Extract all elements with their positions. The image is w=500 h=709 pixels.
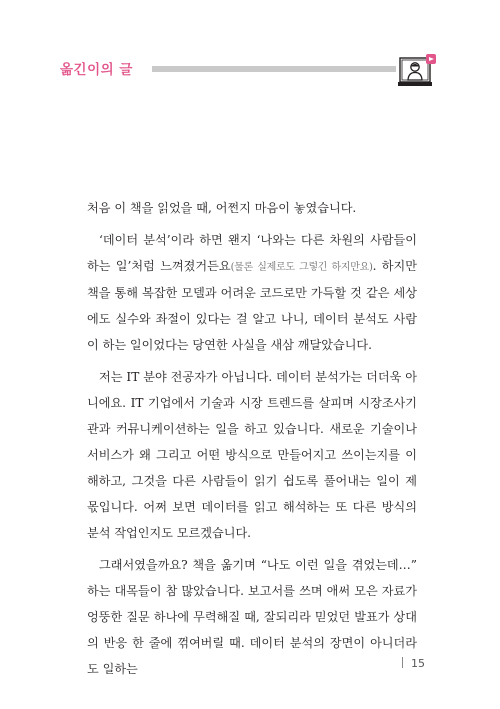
section-title: 옮긴이의 글 [60,62,133,78]
paragraph: 그래서였을까요? 책을 옮기며 “나도 이런 일을 겪었는데…” 하는 대목들이 참 많았습니다. 보고서를 쓰며 애써 모은 자료가 엉뚱한 질문 하나에 무력해질 때, 잘되리라 믿었던 발표가 상대의 반응 한 줄에 꺾여버릴 때. 데이터 분석의 장면이 아니더라도 일하는 [87,558,417,676]
parenthetical-note: (물론 실제로도 그렇긴 하지만요) [230,262,373,274]
laptop-person-icon [398,52,438,90]
page-footer [402,657,425,670]
page-number: 15 [411,657,425,670]
body-text [87,196,417,689]
paragraph: 저는 IT 분야 전공자가 아닙니다. 데이터 분석가는 더더욱 아니에요. IT 기업에서 기술과 시장 트렌드를 살피며 시장조사기관과 커뮤니케이션하는 일을 하고 있습니다. 새로운 기술이나 서비스가 왜 그리고 어떤 방식으로 만들어지고 쓰이는지를 이해하고, 그것을 다른 사람들이 읽기 쉽도록 풀어내는 일이 제 몫입니다. 어쩌 보면 데이터를 읽고 해석하는 또 다른 방식의 분석 작업인지도 모르겠습니다. [87,370,417,540]
paragraph: ‘데이터 분석’이라 하면 왠지 ‘나와는 다른 차원의 사람들이 하는 일’처럼 느껴졌거든요(물론 실제로도 그렇긴 하지만요). 하지만 책을 통해 복잡한 모델과 어려운 코드로만 가득할 것 같은 세상에도 실수와 좌절이 있다는 걸 알고 나니, 데이터 분석도 사람이 하는 일이었다는 당연한 사실을 새삼 깨달았습니다. [87,233,417,353]
footer-divider [402,657,403,668]
running-header [60,52,438,92]
header-rule [152,66,396,72]
paragraph: 처음 이 책을 읽었을 때, 어쩐지 마음이 놓였습니다. [87,201,357,215]
